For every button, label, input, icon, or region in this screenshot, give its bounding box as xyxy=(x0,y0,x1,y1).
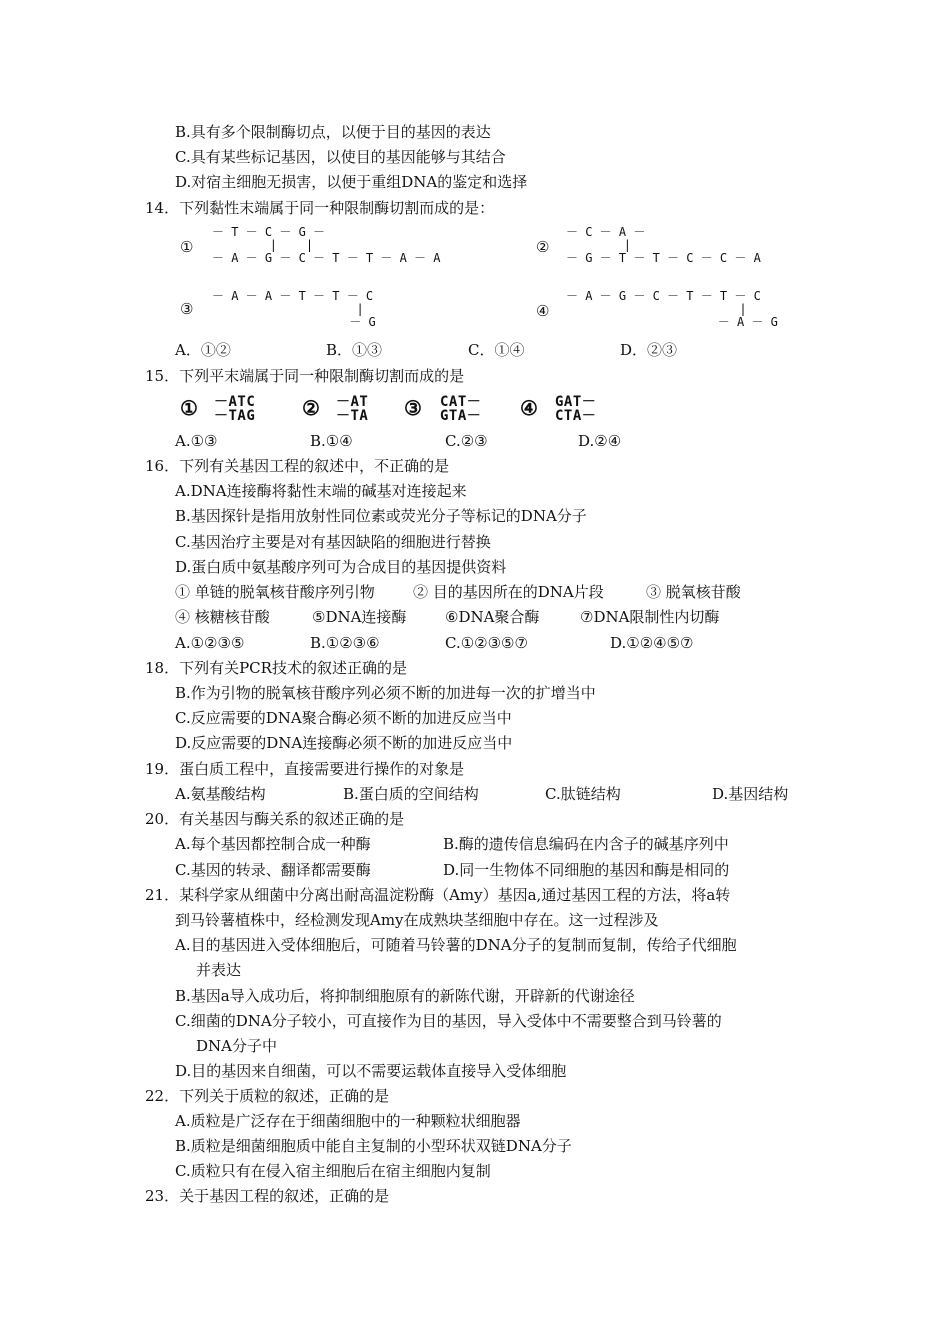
q15-label-4: ④ xyxy=(520,396,538,420)
q16-option-b: B.基因探针是指用放射性同位素或荧光分子等标记的DNA分子 xyxy=(175,507,587,525)
q20-option-a: A.每个基因都控制合成一种酶 xyxy=(175,835,371,853)
q16-stem: 16．下列有关基因工程的叙述中，不正确的是 xyxy=(145,457,450,475)
q18-option-c: C.反应需要的DNA聚合酶必须不断的加进反应当中 xyxy=(175,709,512,727)
q17-item-6: ⑥DNA聚合酶 xyxy=(445,608,540,626)
q21-option-c-line1: C.细菌的DNA分子较小，可直接作为目的基因，导入受体中不需要整合到马铃薯的 xyxy=(175,1012,722,1030)
q15-option-a: A.①③ xyxy=(175,432,218,450)
q17-option-a: A.①②③⑤ xyxy=(175,634,245,652)
q21-stem-line2: 到马铃薯植株中，经检测发现Amy在成熟块茎细胞中存在。这一过程涉及 xyxy=(175,911,659,929)
q14-option-c: C．①④ xyxy=(468,341,525,359)
q14-label-3: ③ xyxy=(180,300,194,318)
q21-option-a-line1: A.目的基因进入受体细胞后，可随着马铃薯的DNA分子的复制而复制，传给子代细胞 xyxy=(175,936,737,954)
q22-option-c: C.质粒只有在侵入宿主细胞后在宿主细胞内复制 xyxy=(175,1162,491,1180)
q21-stem-line1: 21．某科学家从细菌中分离出耐高温淀粉酶（Amy）基因a,通过基因工程的方法，将a转 xyxy=(145,886,731,904)
q16-option-c: C.基因治疗主要是对有基因缺陷的细胞进行替换 xyxy=(175,533,491,551)
q21-option-a-line2: 并表达 xyxy=(196,961,242,979)
q19-option-a: A.氨基酸结构 xyxy=(175,785,266,803)
q21-option-b: B.基因a导入成功后，将抑制细胞原有的新陈代谢，开辟新的代谢途径 xyxy=(175,987,635,1005)
q19-stem: 19．蛋白质工程中，直接需要进行操作的对象是 xyxy=(145,760,465,778)
q15-option-d: D.②④ xyxy=(578,432,622,450)
q18-option-d: D.反应需要的DNA连接酶必须不断的加进反应当中 xyxy=(175,734,513,752)
q21-option-d: D.目的基因来自细菌，可以不需要运载体直接导入受体细胞 xyxy=(175,1062,567,1080)
q15-label-1: ① xyxy=(180,396,198,420)
q14-stem: 14．下列黏性末端属于同一种限制酶切割而成的是： xyxy=(145,199,495,217)
q13-option-c: C.具有某些标记基因，以使目的基因能够与其结合 xyxy=(175,148,506,166)
q15-end-3: CAT－ GTA－ xyxy=(440,394,482,424)
q14-sequence-4: － A － G － C － T － T － C | － A － G xyxy=(566,289,778,329)
q20-option-c: C.基因的转录、翻译都需要酶 xyxy=(175,861,371,879)
q20-stem: 20．有关基因与酶关系的叙述正确的是 xyxy=(145,810,405,828)
q15-option-c: C.②③ xyxy=(445,432,488,450)
q15-option-b: B.①④ xyxy=(310,432,353,450)
q21-option-c-line2: DNA分子中 xyxy=(196,1037,277,1055)
q14-sequence-2: － C － A － | － G － T － T － C － C － A xyxy=(566,225,761,265)
q13-option-b: B.具有多个限制酶切点，以便于目的基因的表达 xyxy=(175,123,491,141)
q19-option-c: C.肽链结构 xyxy=(545,785,621,803)
q17-item-5: ⑤DNA连接酶 xyxy=(312,608,407,626)
q15-label-2: ② xyxy=(302,396,320,420)
q17-item-1: ① 单链的脱氧核苷酸序列引物 xyxy=(175,583,375,601)
q14-label-2: ② xyxy=(536,238,550,256)
q17-item-4: ④ 核糖核苷酸 xyxy=(175,608,270,626)
q14-option-a: A．①② xyxy=(175,341,231,359)
q17-item-7: ⑦DNA限制性内切酶 xyxy=(580,608,720,626)
q20-option-d: D.同一生物体不同细胞的基因和酶是相同的 xyxy=(443,861,730,879)
q17-item-2: ② 目的基因所在的DNA片段 xyxy=(413,583,604,601)
q14-sequence-1: － T － C － G － | | － A － G － C － T － T － A － A xyxy=(212,225,441,265)
q17-option-d: D.①②④⑤⑦ xyxy=(610,634,694,652)
q15-end-4: GAT－ CTA－ xyxy=(555,394,597,424)
q16-option-a: A.DNA连接酶将黏性末端的碱基对连接起来 xyxy=(175,482,467,500)
q18-stem: 18．下列有关PCR技术的叙述正确的是 xyxy=(145,659,407,677)
q18-option-b: B.作为引物的脱氧核苷酸序列必须不断的加进每一次的扩增当中 xyxy=(175,684,596,702)
q13-option-d: D.对宿主细胞无损害，以便于重组DNA的鉴定和选择 xyxy=(175,173,528,191)
q19-option-d: D.基因结构 xyxy=(712,785,789,803)
q22-stem: 22．下列关于质粒的叙述，正确的是 xyxy=(145,1087,390,1105)
q20-option-b: B.酶的遗传信息编码在内含子的碱基序列中 xyxy=(443,835,729,853)
q16-option-d: D.蛋白质中氨基酸序列可为合成目的基因提供资料 xyxy=(175,558,507,576)
q17-item-3: ③ 脱氧核苷酸 xyxy=(646,583,741,601)
q15-stem: 15．下列平末端属于同一种限制酶切割而成的是 xyxy=(145,367,465,385)
q15-end-1: －ATC －TAG xyxy=(214,394,256,424)
q17-option-b: B.①②③⑥ xyxy=(310,634,380,652)
q22-option-a: A.质粒是广泛存在于细菌细胞中的一种颗粒状细胞器 xyxy=(175,1112,521,1130)
q14-option-b: B．①③ xyxy=(326,341,383,359)
q15-label-3: ③ xyxy=(404,396,422,420)
q19-option-b: B.蛋白质的空间结构 xyxy=(343,785,479,803)
q17-option-c: C.①②③⑤⑦ xyxy=(445,634,528,652)
q14-label-1: ① xyxy=(180,238,194,256)
q14-option-d: D．②③ xyxy=(620,341,678,359)
q14-sequence-3: － A － A － T － T － C | － G xyxy=(212,289,376,329)
q22-option-b: B.质粒是细菌细胞质中能自主复制的小型环状双链DNA分子 xyxy=(175,1137,572,1155)
q14-label-4: ④ xyxy=(536,302,550,320)
q23-stem: 23．关于基因工程的叙述，正确的是 xyxy=(145,1187,390,1205)
q15-end-2: －AT －TA xyxy=(336,394,369,424)
